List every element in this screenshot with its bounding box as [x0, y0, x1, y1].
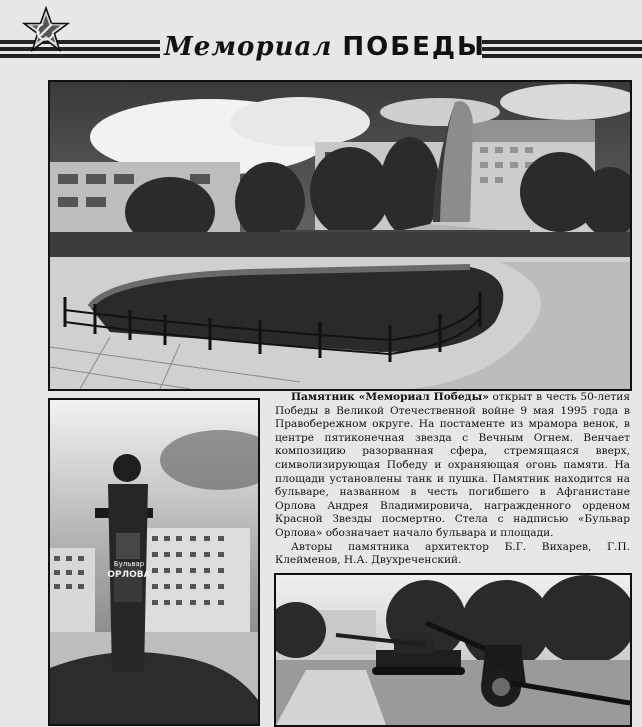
page-title	[160, 32, 490, 62]
tank-and-cannon-photo	[274, 573, 632, 727]
st-george-ribbon-icon	[482, 38, 642, 60]
memorial-square-photo	[48, 80, 632, 391]
title-part-2: ПОБЕДЫ	[342, 32, 486, 62]
article-paragraph-1-body: открыт в честь 50-летия Победы в Великой Отечественной войне 9 мая 1995 года в Правобережном округе. На постаменте из мрамора венок, в центре пятиконечная звезда с Вечным Огнем. Венчает композицию разорванная сфера, стремящаяся вверх, символизирующая Победу и охраняющая огонь памяти. На площади установлены танк и пушка. Памятник находится на бульваре, названном в честь погибшего в Афганистане Орлова Андрея Владимировича, награжденного орденом Красной Звезды посмертно. Стела с надписью «Бульвар Орлова» обозначает начало бульвара и площади.	[275, 391, 631, 539]
article-paragraph-1	[275, 391, 630, 541]
page-header	[0, 0, 642, 78]
stele-sign-line-2: ОРЛОВА	[107, 570, 151, 580]
stele-sign-line-1: Бульвар	[113, 560, 145, 568]
article-paragraph-2: Авторы памятника архитектор Б.Г. Вихарев, Г.П. Клейменов, Н.А. Двухреченский.	[275, 540, 630, 567]
article-text	[275, 391, 630, 568]
boulevard-stele-photo	[48, 398, 260, 726]
stele-sign	[106, 560, 152, 581]
soviet-star-hammer-sickle-icon	[22, 6, 70, 54]
title-part-1: Мемориал	[164, 32, 333, 62]
monument-name: Памятник «Мемориал Победы»	[291, 391, 489, 403]
